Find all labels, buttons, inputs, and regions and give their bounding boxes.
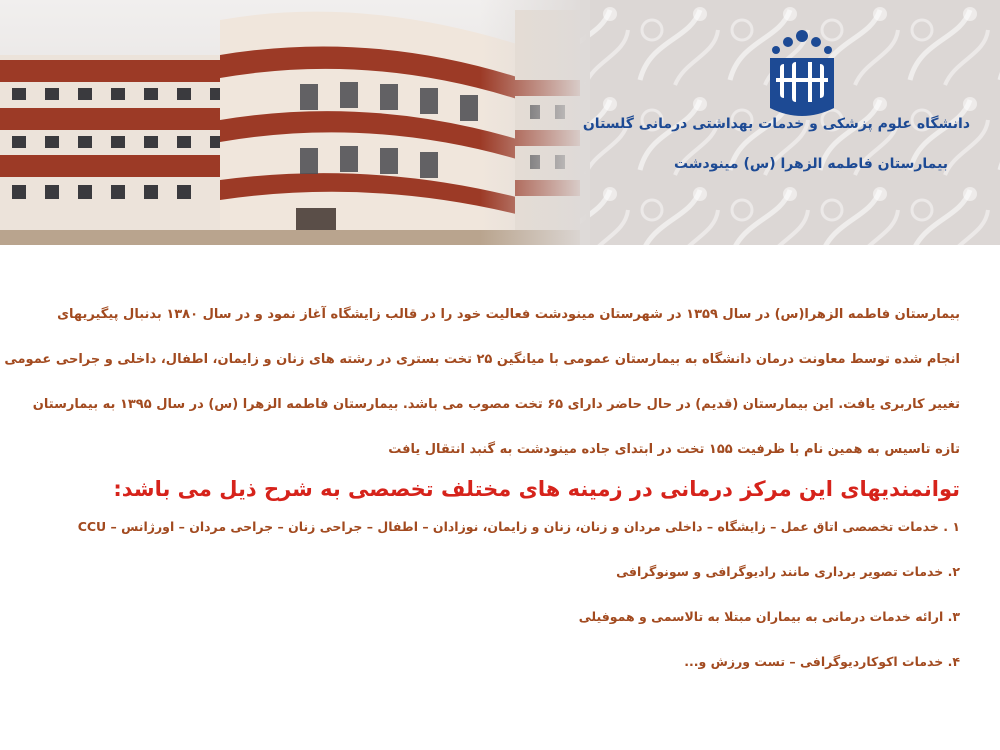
intro-paragraph (4, 292, 960, 472)
capabilities-heading: توانمندیهای این مرکز درمانی در زمینه های مختلف تخصصی به شرح ذیل می باشد: (113, 477, 960, 501)
university-name: دانشگاه علوم پزشکی و خدمات بهداشتی درمانی گلستان (582, 116, 970, 132)
service-item: ۴. خدمات اکوکاردیوگرافی – تست ورزش و... (684, 654, 960, 669)
main-content (4, 292, 960, 696)
service-item: ۱ . خدمات تخصصی اتاق عمل – زایشگاه – داخلی مردان و زنان، زنان و زایمان، نوزادان – اطفال – جراحی زنان – جراحی مردان – اورژانس – CCU (77, 519, 960, 534)
intro-line: تغییر کاربری یافت. این بیمارستان (قدیم) در حال حاضر دارای ۶۵ تخت مصوب می باشد. بیمارستان فاطمه الزهرا (س) در سال ۱۳۹۵ به بیمارستان (32, 397, 960, 412)
hospital-name: بیمارستان فاطمه الزهرا (س) مینودشت (673, 156, 949, 172)
logo-block (570, 28, 970, 198)
services-list (40, 516, 960, 696)
service-item: ۳. ارائه خدمات درمانی به بیماران مبتلا به تالاسمی و هموفیلی (578, 609, 960, 624)
intro-line: تازه تاسیس به همین نام با ظرفیت ۱۵۵ تخت در ابتدای جاده مینودشت به گنبد انتقال یافت (388, 442, 960, 457)
intro-line: بیمارستان فاطمه الزهرا(س) در سال ۱۳۵۹ در شهرستان مینودشت فعالیت خود را در قالب زایشگاه آغاز نمود و در سال ۱۳۸۰ بدنبال پیگیریهای (57, 307, 960, 322)
intro-line: انجام شده توسط معاونت درمان دانشگاه به بیمارستان عمومی با میانگین ۲۵ تخت بستری در رشته های زنان و زایمان، اطفال، داخلی و جراحی عمومی (4, 352, 960, 367)
university-emblem-icon (762, 28, 842, 120)
service-item: ۲. خدمات تصویر برداری مانند رادیوگرافی و سونوگرافی (616, 564, 960, 579)
header-banner (0, 0, 1000, 245)
